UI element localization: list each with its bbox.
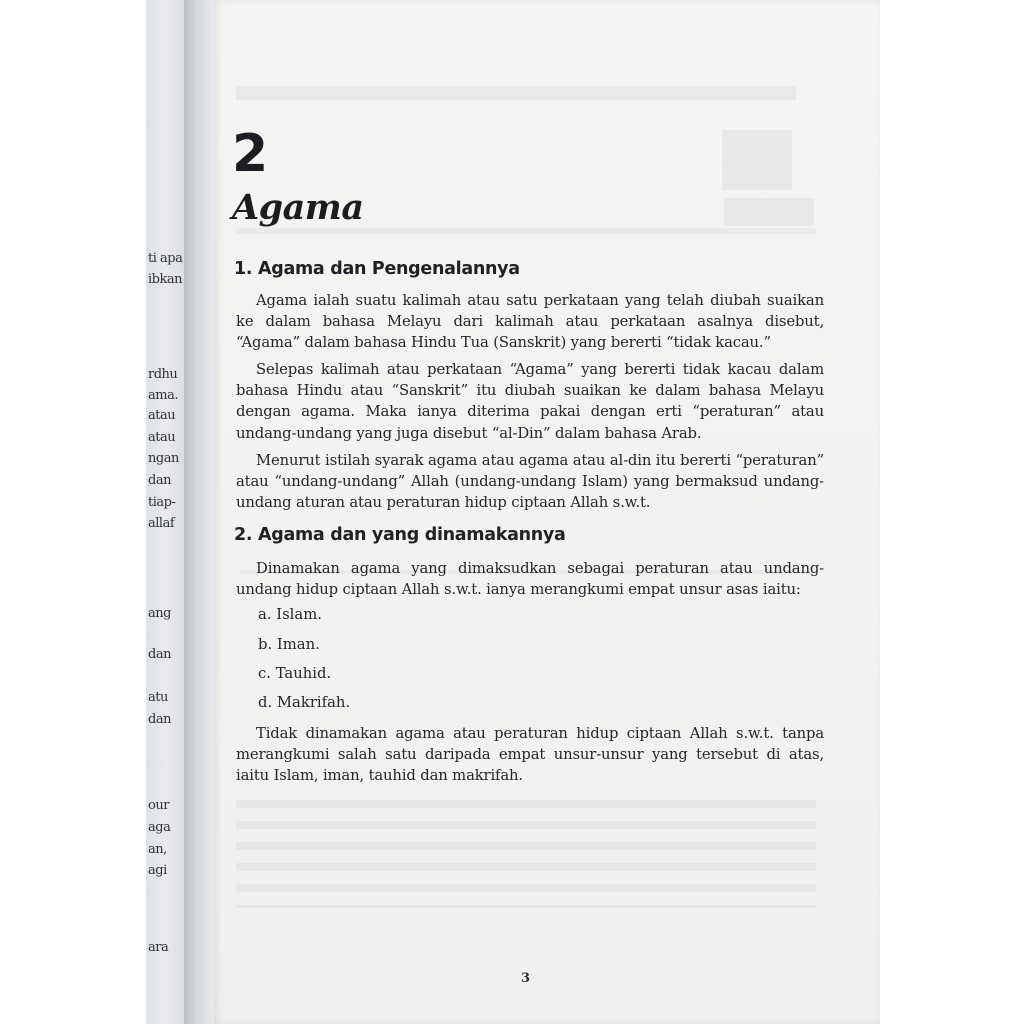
list-item: b. Iman. <box>258 636 320 653</box>
chapter-title: Agama <box>232 187 364 228</box>
left-fragment: allaf <box>148 516 175 531</box>
chapter-number: 2 <box>232 124 269 184</box>
section-heading: 1. Agama dan Pengenalannya <box>234 259 520 279</box>
paragraph: Agama ialah suatu kalimah atau satu perkataan yang telah diubah suaikan ke dalam bahasa Melayu dari kalimah atau perkataan asalnya disebut, “Agama” dalam bahasa Hindu Tua (Sanskrit) yang bererti “tidak kacau.” <box>236 292 824 352</box>
list-item: a. Islam. <box>258 606 322 623</box>
left-fragment: an, <box>148 842 167 857</box>
left-fragment: tiap- <box>148 495 176 510</box>
paragraph: Selepas kalimah atau perkataan “Agama” yang bererti tidak kacau dalam bahasa Hindu atau “Sanskrit” itu diubah suaikan ke dalam bahasa Melayu dengan agama. Maka ianya diterima pakai dengan erti “peraturan” atau undang-undang yang juga disebut “al-Din” dalam bahasa Arab. <box>236 361 824 442</box>
left-fragment: our <box>148 798 169 813</box>
background-left <box>0 0 146 1024</box>
left-fragment: agi <box>148 863 167 878</box>
background-right <box>880 0 1024 1024</box>
left-fragment: ibkan <box>148 272 182 287</box>
page-number: 3 <box>521 971 531 986</box>
left-fragment: ama. <box>148 388 178 403</box>
left-fragment: atau <box>148 408 176 423</box>
left-fragment: atau <box>148 430 176 445</box>
paragraph: Dinamakan agama yang dimaksudkan sebagai peraturan atau undang-undang hidup ciptaan Allah s.w.t. ianya merangkumi empat unsur asas iaitu: <box>236 560 824 599</box>
paragraph: Tidak dinamakan agama atau peraturan hidup ciptaan Allah s.w.t. tanpa merangkumi salah satu daripada empat unsur-unsur yang tersebut di atas, iaitu Islam, iman, tauhid dan makrifah. <box>236 725 824 785</box>
left-fragment: ti apa <box>148 251 183 266</box>
book-spine <box>184 0 218 1024</box>
left-page-edge <box>146 0 186 1024</box>
left-fragment: aga <box>148 820 171 835</box>
left-fragment: dan <box>148 712 171 727</box>
list-item: c. Tauhid. <box>258 665 332 682</box>
left-fragment: ang <box>148 606 171 621</box>
left-fragment: ngan <box>148 451 179 466</box>
paragraph: Menurut istilah syarak agama atau agama atau al-din itu bererti “peraturan” atau “undang-undang” Allah (undang-undang Islam) yang bermaksud undang-undang aturan atau peraturan hidup ciptaan Allah s.w.t. <box>236 452 824 512</box>
section-heading: 2. Agama dan yang dinamakannya <box>234 525 566 545</box>
list-item: d. Makrifah. <box>258 694 351 711</box>
left-fragment: ara <box>148 940 169 955</box>
left-fragment: atu <box>148 690 168 705</box>
left-fragment: rdhu <box>148 367 178 382</box>
left-fragment: dan <box>148 647 171 662</box>
left-fragment: dan <box>148 473 171 488</box>
